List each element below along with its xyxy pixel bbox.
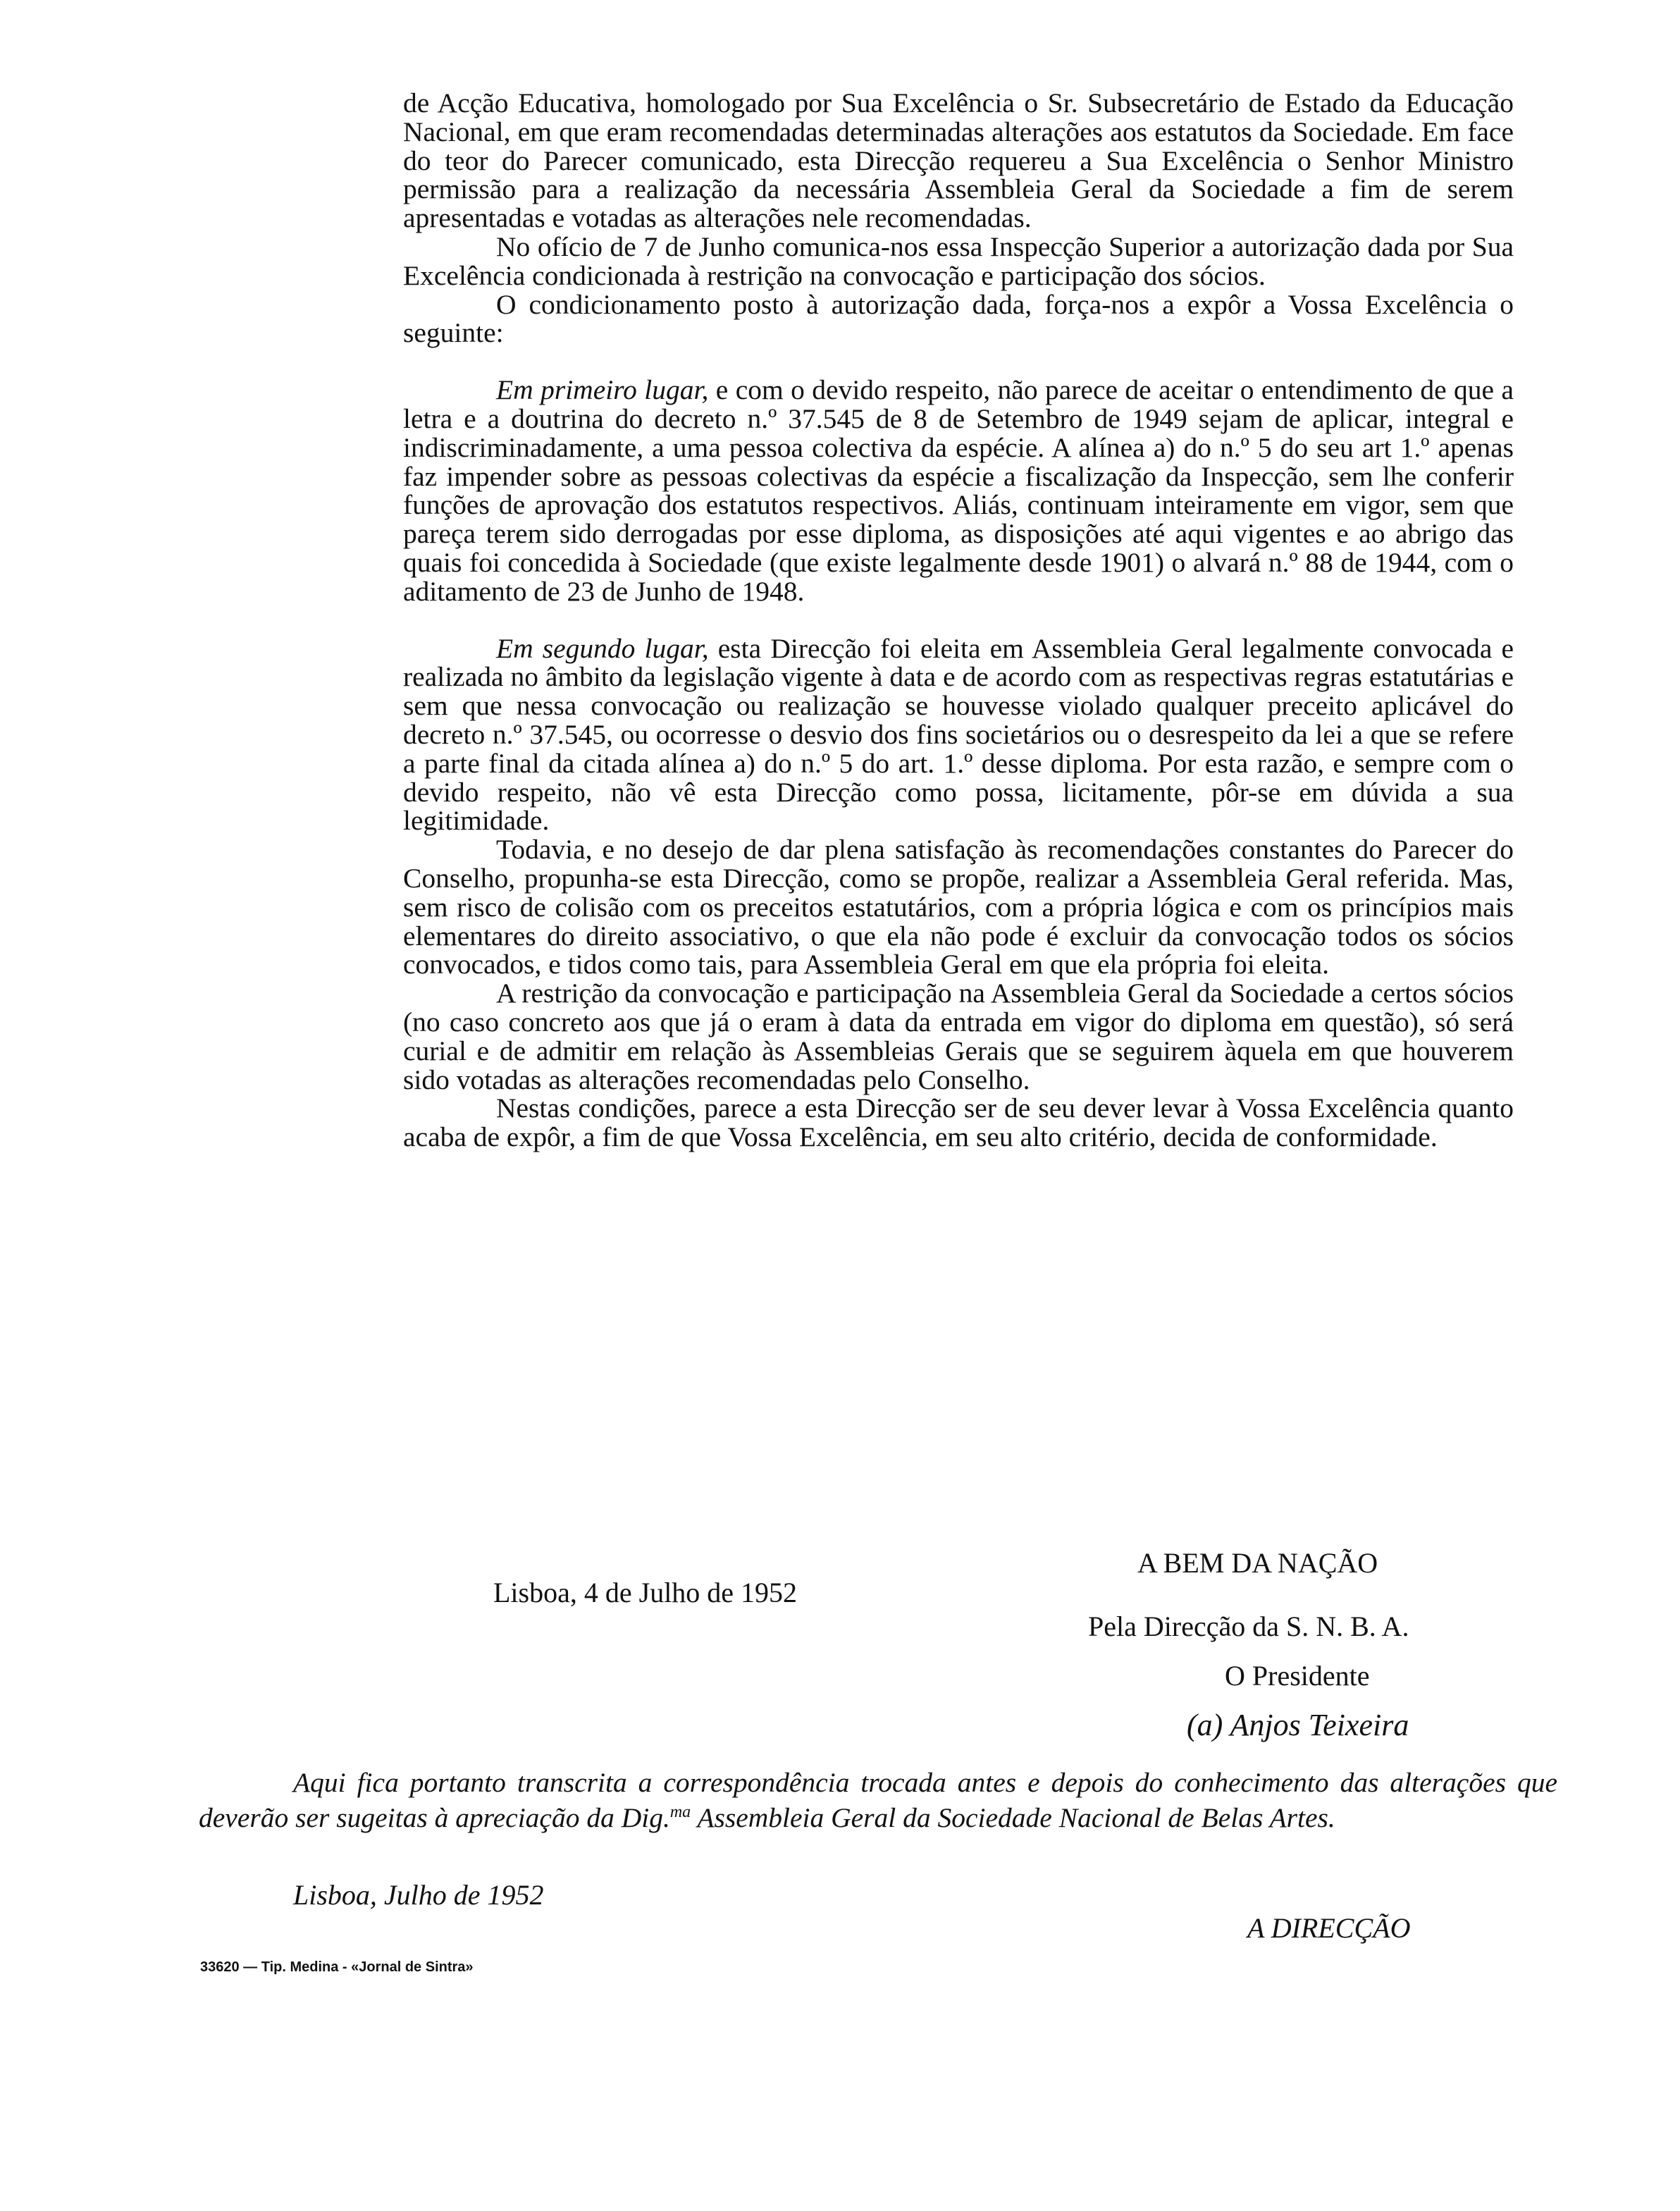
letter-body <box>403 89 1514 1152</box>
note-text-before: Aqui fica portanto transcrita a correspondência trocada antes e depois do conhecimento das alterações que deverão ser sugeitas à apreciação da Dig. <box>199 1767 1557 1834</box>
closing-role: O Presidente <box>1225 1660 1370 1692</box>
paragraph-5-text: esta Direcção foi eleita em Assembleia Geral legalmente convocada e realizada no âmbito da legislação vigente à data e de acordo com as respectivas regras estatutárias e sem que nessa convocação ou realização se houvesse violado qualquer preceito aplicável do decreto n.º 37.545, ou ocorresse o desvio dos fins societários ou o desrespeito da lei a que se refere a parte final da citada alínea a) do n.º 5 do art. 1.º desse diploma. Por esta razão, e sempre com o devido respeito, não vê esta Direcção como possa, licitamente, pôr-se em dúvida a sua legitimidade. <box>403 632 1514 837</box>
closing-signature: (a) Anjos Teixeira <box>1187 1708 1409 1742</box>
note-paragraph <box>199 1768 1557 1833</box>
closing-place-date: Lisboa, 4 de Julho de 1952 <box>493 1577 798 1608</box>
note-sup: ma <box>669 1803 691 1821</box>
note-text-after: Assembleia Geral da Sociedade Nacional de Belas Artes. <box>691 1802 1335 1834</box>
paragraph-5 <box>403 634 1514 836</box>
paragraph-6: Todavia, e no desejo de dar plena satisfação às recomendações constantes do Parecer do Conselho, propunha-se esta Direcção, como se propõe, realizar a Assembleia Geral referida. Mas, sem risco de colisão com os preceitos estatutários, com a própria lógica e com os princípios mais elementares do direito associativo, o que ela não pode é excluir da convocação todos os sócios convocados, e tidos como tais, para Assembleia Geral em que ela própria foi eleita. <box>403 834 1514 980</box>
paragraph-8: Nestas condições, parece a esta Direcção ser de seu dever levar à Vossa Excelência quanto acaba de expôr, a fim de que Vossa Excelência, em seu alto critério, decida de conformidade. <box>403 1092 1514 1153</box>
paragraph-4 <box>403 376 1514 605</box>
paragraph-5-lead: Em segundo lugar, <box>496 632 709 664</box>
transcription-note <box>199 1768 1557 1833</box>
paragraph-3: O condicionamento posto à autorização dada, força-nos a expôr a Vossa Excelência o seguinte: <box>403 288 1514 349</box>
closing-by: Pela Direcção da S. N. B. A. <box>1088 1610 1409 1642</box>
paragraph-2: No ofício de 7 de Junho comunica-nos essa Inspecção Superior a autorização dada por Sua Excelência condicionada à restrição na convocação e participação dos sócios. <box>403 230 1514 291</box>
paragraph-1: de Acção Educativa, homologado por Sua Excelência o Sr. Subsecretário de Estado da Educação Nacional, em que eram recomendadas determinadas alterações aos estatutos da Sociedade. Em face do teor do Parecer comunicado, esta Direcção requereu a Sua Excelência o Senhor Ministro permissão para a realização da necessária Assembleia Geral da Sociedade a fim de serem apresentadas e votadas as alterações nele recomendadas. <box>403 87 1514 234</box>
paragraph-7: A restrição da convocação e participação na Assembleia Geral da Sociedade a certos sócios (no caso concreto aos que já o eram à data da entrada em vigor do diploma em questão), só será curial e de admitir em relação às Assembleias Gerais que se seguirem àquela em que houverem sido votadas as alterações recomendadas pelo Conselho. <box>403 978 1514 1095</box>
printer-line: 33620 — Tip. Medina - «Jornal de Sintra» <box>200 1959 474 1975</box>
final-place-date: Lisboa, Julho de 1952 <box>293 1879 544 1911</box>
closing-motto: A BEM DA NAÇÃO <box>1137 1547 1378 1579</box>
final-signature: A DIRECÇÃO <box>1247 1912 1411 1944</box>
paragraph-4-text: e com o devido respeito, não parece de aceitar o entendimento de que a letra e a doutrina do decreto n.º 37.545 de 8 de Setembro de 1949 sejam de aplicar, integral e indiscriminadamente, a uma pessoa colectiva da espécie. A alínea a) do n.º 5 do seu art 1.º apenas faz impender sobre as pessoas colectivas da espécie a fiscalização da Inspecção, sem lhe conferir funções de aprovação dos estatutos respectivos. Aliás, continuam inteiramente em vigor, sem que pareça terem sido derrogadas por esse diploma, as disposições até aqui vigentes e ao abrigo das quais foi concedida à Sociedade (que existe legalmente desde 1901) o alvará n.º 88 de 1944, com o aditamento de 23 de Junho de 1948. <box>403 374 1514 607</box>
paragraph-4-lead: Em primeiro lugar, <box>496 374 709 406</box>
